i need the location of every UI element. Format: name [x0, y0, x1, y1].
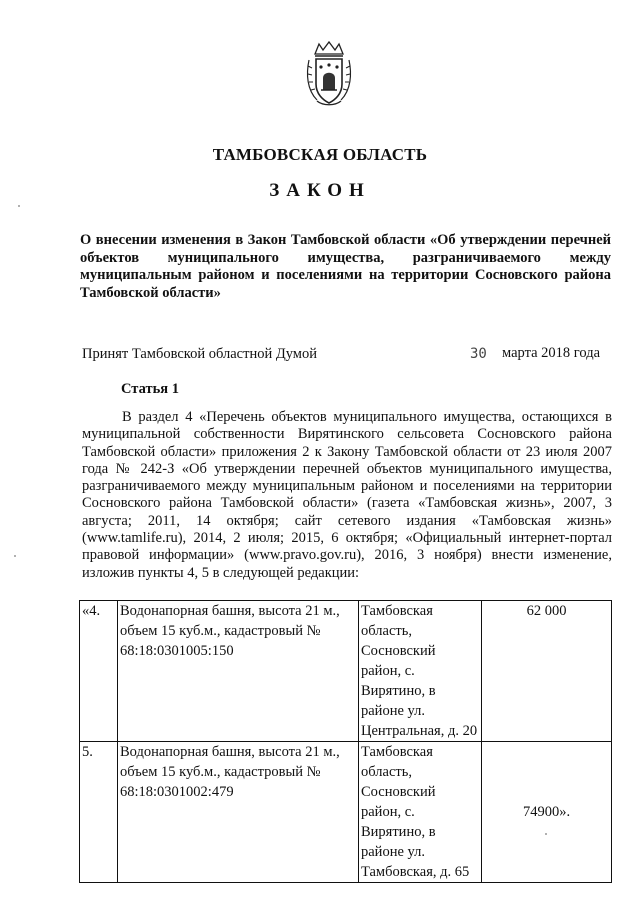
- adoption-statement: Принят Тамбовской областной Думой: [82, 346, 317, 362]
- property-table: [79, 600, 612, 883]
- item-number: «4.: [80, 601, 118, 742]
- table-row: [80, 601, 612, 742]
- item-value: 62 000: [482, 601, 612, 742]
- item-number: 5.: [80, 742, 118, 883]
- scan-speck: [14, 555, 16, 557]
- table-row: [80, 742, 612, 883]
- document-type-heading: ЗАКОН: [269, 180, 371, 201]
- item-address: Тамбовская область, Сосновский район, с. Вирятино, в районе ул. Центральная, д. 20: [359, 601, 482, 742]
- item-description: Водонапорная башня, высота 21 м., объем 15 куб.м., кадастровый № 68:18:0301002:479: [118, 742, 359, 883]
- adoption-month-year: марта 2018 года: [502, 345, 601, 361]
- law-title: О внесении изменения в Закон Тамбовской области «Об утверждении перечней объектов муниципального имущества, разграничиваемого между муниципальным районом и поселениями на территории Сосновского района Тамбовской области»: [80, 232, 611, 301]
- item-value: 74900».: [482, 742, 612, 883]
- item-description: Водонапорная башня, высота 21 м., объем 15 куб.м., кадастровый № 68:18:0301005:150: [118, 601, 359, 742]
- scan-speck: [18, 205, 20, 207]
- article-heading: Статья 1: [121, 381, 179, 397]
- scan-speck: [545, 833, 547, 835]
- article-body: В раздел 4 «Перечень объектов муниципального имущества, остающихся в муниципальной собственности Вирятинского сельсовета Сосновского района Тамбовской области» приложения 2 к Закону Тамбовской области от 23 июля 2007 года № 242-З «Об утверждении перечней объектов муниципального имущества, разграничиваемого между муниципальным районом и поселениями на территории Сосновского района Тамбовской области» (газета «Тамбовская жизнь», 2007, 3 августа; 2011, 14 октября; сайт сетевого издания «Тамбовская жизнь» (www.tamlife.ru), 2014, 2 июля; 2015, 6 октября; «Официальный интернет-портал правовой информации» (www.pravo.gov.ru), 2016, 3 ноября) внести изменение, изложив пункты 4, 5 в следующей редакции:: [82, 409, 612, 581]
- region-heading: ТАМБОВСКАЯ ОБЛАСТЬ: [212, 145, 428, 164]
- item-address: Тамбовская область, Сосновский район, с. Вирятино, в районе ул. Тамбовская, д. 65: [359, 742, 482, 883]
- adoption-day: 30: [470, 346, 487, 362]
- tambov-coat-of-arms-icon: [305, 40, 353, 108]
